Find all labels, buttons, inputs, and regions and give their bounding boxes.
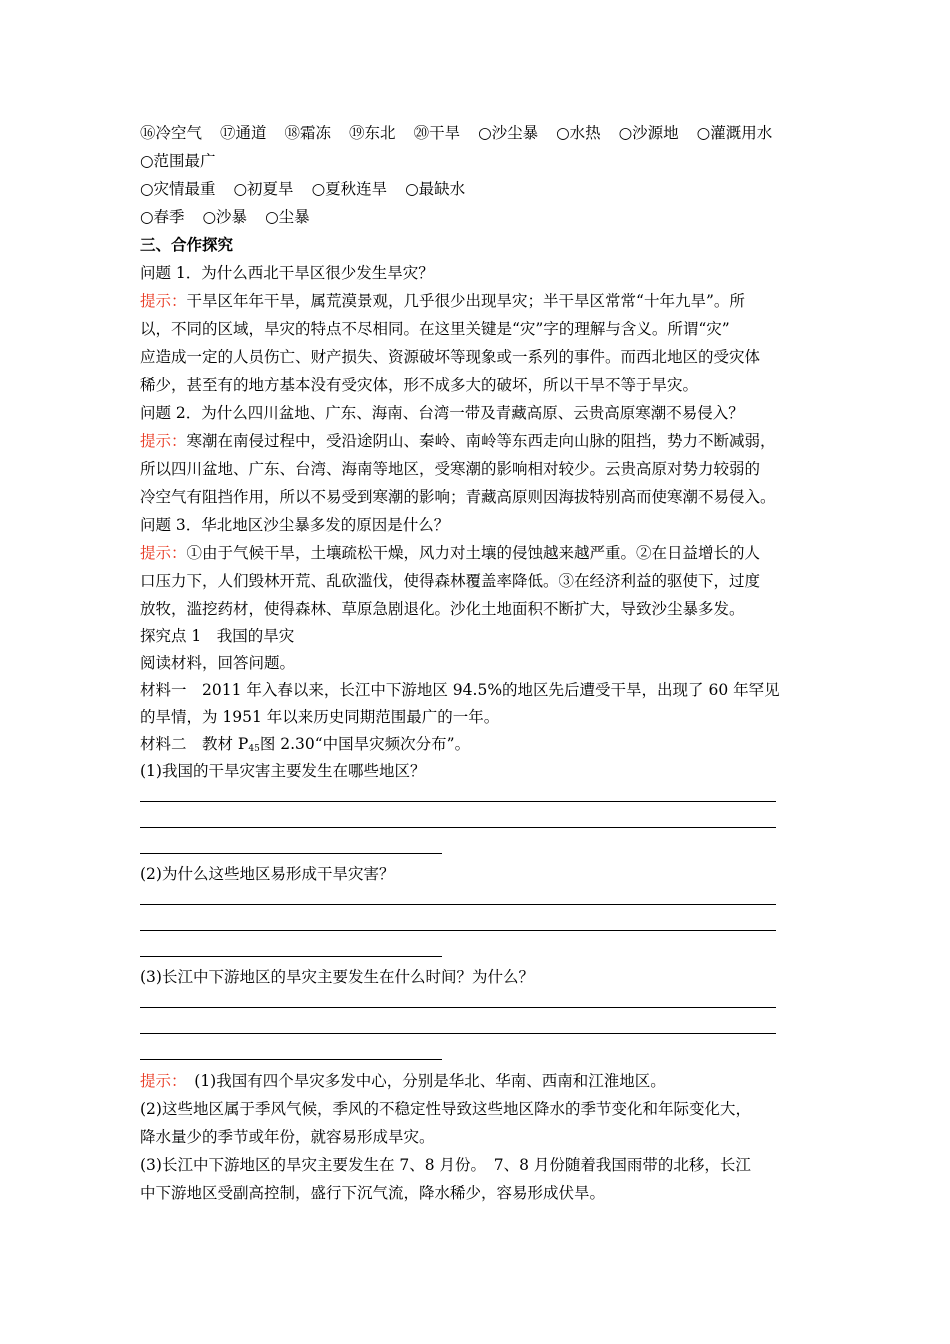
explore-instruction: 阅读材料，回答问题。 xyxy=(140,654,296,672)
answer-line xyxy=(140,930,776,931)
answer-hint-2-line: (2)这些地区属于季风气候，季风的不稳定性导致这些地区降水的季节变化和年际变化大， xyxy=(140,1100,751,1118)
answer-hint-2-line: 降水量少的季节或年份，就容易形成旱灾。 xyxy=(140,1128,435,1146)
hint-label: 提示： xyxy=(140,292,187,310)
term: ⑯冷空气 xyxy=(140,124,203,142)
term: ○范围最广 xyxy=(140,152,216,170)
hint-1-line: 稀少，甚至有的地方基本没有受灾体，形不成多大的破坏，所以干旱不等于旱灾。 xyxy=(140,376,699,394)
hint-2-line: 冷空气有阻挡作用，所以不易受到寒潮的影响；青藏高原则因海拔特别高而使寒潮不易侵入。 xyxy=(140,488,776,506)
explore-title: 探究点 1 我国的旱灾 xyxy=(140,627,295,645)
answer-line xyxy=(140,956,442,957)
hint-label: 提示： xyxy=(140,432,187,450)
term: ○灾情最重 xyxy=(140,180,216,198)
answer-line xyxy=(140,801,776,802)
hint-2-line: 提示：寒潮在南侵过程中，受沿途阴山、秦岭、南岭等东西走向山脉的阻挡，势力不断减弱， xyxy=(140,432,776,450)
question-3: 问题 3．华北地区沙尘暴多发的原因是什么？ xyxy=(140,516,450,534)
hint-2-line: 所以四川盆地、广东、台湾、海南等地区，受寒潮的影响相对较少。云贵高原对势力较弱的 xyxy=(140,460,761,478)
sub-question-1: (1)我国的干旱灾害主要发生在哪些地区？ xyxy=(140,762,426,780)
answer-line xyxy=(140,853,442,854)
hint-3-line: 放牧，滥挖药材，使得森林、草原急剧退化。沙化土地面积不断扩大，导致沙尘暴多发。 xyxy=(140,600,745,618)
terms-row-2 xyxy=(140,147,820,175)
hint-3-line: 提示：①由于气候干旱，土壤疏松干燥，风力对土壤的侵蚀越来越严重。②在日益增长的人 xyxy=(140,544,761,562)
question-1: 问题 1．为什么西北干旱区很少发生旱灾？ xyxy=(140,264,434,282)
hint-1-line: 提示：干旱区年年干旱，属荒漠景观，几乎很少出现旱灾；半干旱区常常“十年九旱”。所 xyxy=(140,292,745,310)
terms-row-1 xyxy=(140,119,820,147)
terms-row-4 xyxy=(140,203,820,231)
hint-1-line: 以，不同的区域，旱灾的特点不尽相同。在这里关键是“灾”字的理解与含义。所谓“灾” xyxy=(140,320,730,338)
answer-line xyxy=(140,1033,776,1034)
answer-line xyxy=(140,1007,776,1008)
hint-label: 提示： xyxy=(140,544,187,562)
answer-line xyxy=(140,1059,442,1060)
term: ○尘暴 xyxy=(265,208,310,226)
term: ○沙暴 xyxy=(202,208,248,226)
term: ○沙尘暴 xyxy=(478,124,539,142)
answer-blank-2[interactable] xyxy=(140,888,820,964)
hint-1-line: 应造成一定的人员伤亡、财产损失、资源破坏等现象或一系列的事件。而西北地区的受灾体 xyxy=(140,348,761,366)
answer-blank-3[interactable] xyxy=(140,991,820,1067)
material-1-line: 材料一 2011 年入春以来，长江中下游地区 94.5%的地区先后遭受干旱，出现了 60 年罕见 xyxy=(140,681,780,699)
term: ○水热 xyxy=(556,124,601,142)
sub-question-3: (3)长江中下游地区的旱灾主要发生在什么时间？为什么？ xyxy=(140,968,534,986)
answer-hint-1: 提示： (1)我国有四个旱灾多发中心，分别是华北、华南、西南和江淮地区。 xyxy=(140,1072,666,1090)
term: ⑱霜冻 xyxy=(284,124,332,142)
answer-line xyxy=(140,827,776,828)
term: ○沙源地 xyxy=(618,124,679,142)
answer-line xyxy=(140,904,776,905)
term: ⑳干旱 xyxy=(413,124,461,142)
document-page xyxy=(140,119,820,1207)
section-heading: 三、合作探究 xyxy=(140,235,234,254)
material-1-line: 的旱情，为 1951 年以来历史同期范围最广的一年。 xyxy=(140,708,500,726)
term: ○夏秋连旱 xyxy=(311,180,388,198)
terms-row-3 xyxy=(140,175,820,203)
answer-hint-3-line: (3)长江中下游地区的旱灾主要发生在 7、8 月份。 7、8 月份随着我国雨带的北移，长江 xyxy=(140,1156,751,1174)
hint-3-line: 口压力下，人们毁林开荒、乱砍滥伐，使得森林覆盖率降低。③在经济利益的驱使下，过度 xyxy=(140,572,761,590)
term: ○春季 xyxy=(140,208,185,226)
answer-hint-3-line: 中下游地区受副高控制，盛行下沉气流，降水稀少，容易形成伏旱。 xyxy=(140,1184,606,1202)
term: ⑰通道 xyxy=(220,124,267,142)
question-2: 问题 2．为什么四川盆地、广东、海南、台湾一带及青藏高原、云贵高原寒潮不易侵入？ xyxy=(140,404,744,422)
term: ○最缺水 xyxy=(405,180,466,198)
hint-label: 提示： xyxy=(140,1072,179,1090)
material-2: 材料二 教材 $P_{45}$图 2.30“中国旱灾频次分布”。 xyxy=(140,735,471,754)
term: ○初夏旱 xyxy=(233,180,294,198)
sub-question-2: (2)为什么这些地区易形成干旱灾害？ xyxy=(140,865,395,883)
term: ○灌溉用水 xyxy=(696,124,773,142)
term: ⑲东北 xyxy=(349,124,396,142)
answer-blank-1[interactable] xyxy=(140,785,820,861)
